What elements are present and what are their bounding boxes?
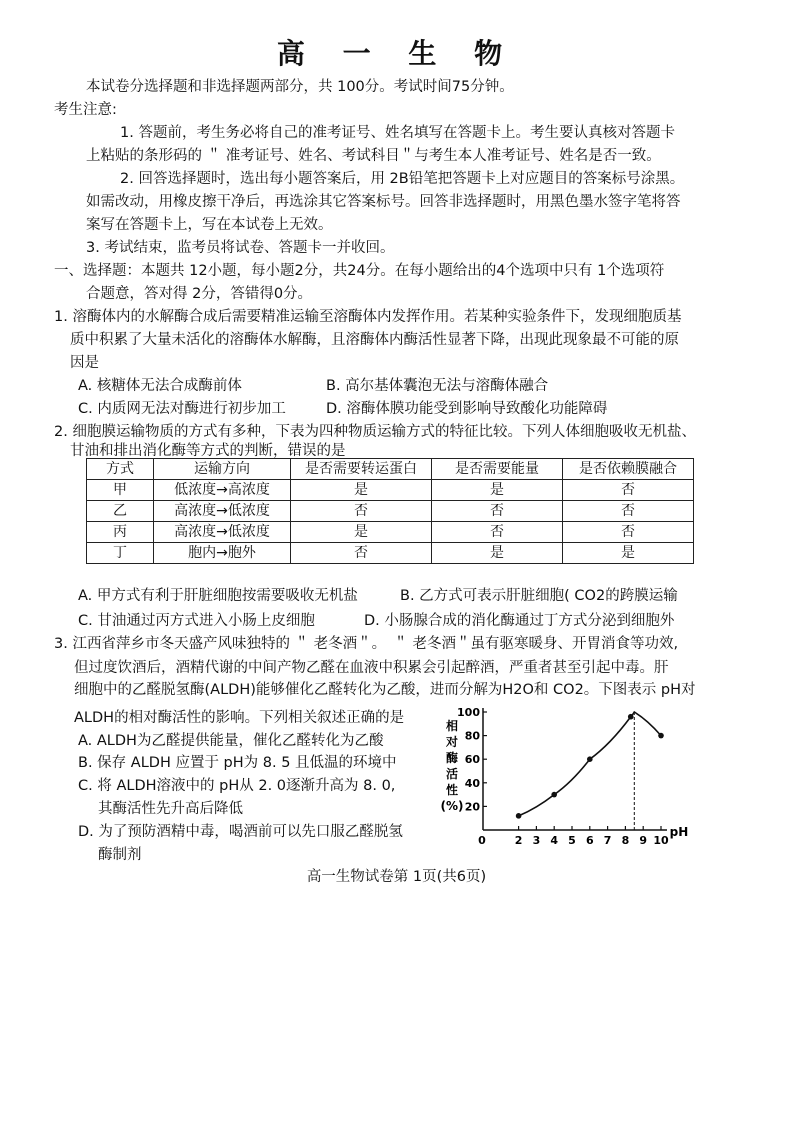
page-footer: 高一生物试卷第 1页(共6页) [306, 869, 487, 885]
note-line: 1. 答题前，考生务必将自己的准考证号、姓名填写在答题卡上。考生要认真核对答题卡 [120, 125, 675, 141]
ph-activity-chart [440, 702, 700, 852]
q2-option-a: A. 甲方式有利于肝脏细胞按需要吸收无机盐 [78, 588, 358, 604]
note-line: 上粘贴的条形码的 ＂ 准考证号、姓名、考试科目＂与考生本人准考证号、姓名是否一致。 [86, 148, 661, 164]
table-header: 是否需要转运蛋白 [291, 459, 432, 480]
table-cell: 是 [563, 543, 694, 564]
table-cell: 是 [432, 480, 563, 501]
table-header: 方式 [87, 459, 154, 480]
q2-option-b: B. 乙方式可表示肝脏细胞( CO2的跨膜运输 [400, 588, 678, 604]
table-cell: 胞内→胞外 [154, 543, 291, 564]
question-3-stem: 细胞中的乙醛脱氢酶(ALDH)能够催化乙醛转化为乙酸，进而分解为H2O和 CO2。下图表示 pH对 [74, 682, 696, 698]
table-cell: 否 [563, 480, 694, 501]
x-tick-label: 5 [568, 834, 576, 847]
data-point [587, 756, 593, 762]
x-tick-label: 9 [639, 834, 648, 847]
y-axis-label-char: 相 [445, 719, 459, 733]
table-row [87, 501, 694, 522]
x-tick-label: 0 [478, 834, 486, 847]
table-header: 是否依赖膜融合 [563, 459, 694, 480]
q3-option-c-cont: 其酶活性先升高后降低 [98, 801, 243, 817]
x-tick-label: 2 [514, 834, 523, 847]
section-heading: 合题意，答对得 2分，答错得0分。 [86, 286, 313, 302]
x-tick-label: 7 [603, 834, 612, 847]
section-heading: 一、选择题：本题共 12小题，每小题2分，共24分。在每小题给出的4个选项中只有 1个选项符 [54, 263, 665, 279]
table-row [87, 543, 694, 564]
table-cell: 是 [432, 543, 563, 564]
table-cell: 是 [291, 480, 432, 501]
y-axis-label-char: 对 [445, 735, 459, 749]
exam-intro: 本试卷分选择题和非选择题两部分，共 100分。考试时间75分钟。 [86, 79, 514, 95]
q2-option-c: C. 甘油通过丙方式进入小肠上皮细胞 [78, 613, 315, 629]
table-row [87, 522, 694, 543]
table-row [87, 480, 694, 501]
x-tick-label: 4 [550, 834, 559, 847]
table-cell: 低浓度→高浓度 [154, 480, 291, 501]
table-cell: 否 [291, 501, 432, 522]
data-point [551, 792, 557, 798]
note-line: 2. 回答选择题时，选出每小题答案后，用 2B铅笔把答题卡上对应题目的答案标号涂黑。 [120, 171, 685, 187]
table-cell: 高浓度→低浓度 [154, 501, 291, 522]
y-tick-label: 40 [464, 776, 480, 790]
x-tick-label: 6 [585, 834, 594, 847]
question-1-stem: 因是 [70, 355, 99, 371]
note-line: 如需改动，用橡皮擦干净后，再选涂其它答案标号。回答非选择题时，用黑色墨水签字笔将答 [86, 194, 681, 210]
page-title: 高 一 生 物 [276, 37, 517, 70]
note-line: 案写在答题卡上，写在本试卷上无效。 [86, 217, 333, 233]
data-point [516, 813, 522, 819]
table-cell: 否 [291, 543, 432, 564]
q1-option-a: A. 核糖体无法合成酶前体 [78, 378, 242, 394]
y-axis-label-char: 活 [445, 767, 459, 781]
question-3-stem: 3. 江西省萍乡市冬天盛产风味独特的 ＂ 老冬酒＂。 ＂ 老冬酒＂虽有驱寒暖身、开胃消食等功效, [54, 636, 679, 652]
table-header: 是否需要能量 [432, 459, 563, 480]
table-cell: 是 [291, 522, 432, 543]
question-3-stem: ALDH的相对酶活性的影响。下列相关叙述正确的是 [74, 710, 405, 726]
q1-option-d: D. 溶酶体膜功能受到影响导致酸化功能障碍 [326, 401, 608, 417]
table-cell: 丁 [87, 543, 154, 564]
question-2-stem: 甘油和排出消化酶等方式的判断，错误的是 [70, 443, 346, 459]
table-cell: 否 [563, 501, 694, 522]
x-tick-label: 8 [621, 834, 630, 847]
x-tick-label: 3 [532, 834, 541, 847]
q3-option-c: C. 将 ALDH溶液中的 pH从 2. 0逐渐升高为 8. 0, [78, 778, 396, 794]
table-header: 运输方向 [154, 459, 291, 480]
data-point [628, 714, 634, 720]
data-point [658, 733, 664, 739]
x-tick-label: 10 [653, 834, 669, 847]
q1-option-b: B. 高尔基体囊泡无法与溶酶体融合 [326, 378, 549, 394]
y-axis-label-char: 酶 [445, 751, 459, 765]
q1-option-c: C. 内质网无法对酶进行初步加工 [78, 401, 286, 417]
table-cell: 高浓度→低浓度 [154, 522, 291, 543]
q3-option-a: A. ALDH为乙醛提供能量，催化乙醛转化为乙酸 [78, 733, 384, 749]
q2-option-d: D. 小肠腺合成的消化酶通过丁方式分泌到细胞外 [364, 613, 675, 629]
transport-table [86, 458, 694, 564]
note-line: 3. 考试结束，监考员将试卷、答题卡一并收回。 [86, 240, 395, 256]
table-cell: 否 [432, 522, 563, 543]
activity-curve [519, 712, 661, 816]
table-cell: 否 [432, 501, 563, 522]
table-header-row [87, 459, 694, 480]
notice-label: 考生注意: [54, 102, 117, 118]
question-3-stem: 但过度饮酒后，酒精代谢的中间产物乙醛在血液中积累会引起醉酒，严重者甚至引起中毒。肝 [74, 660, 669, 676]
q3-option-d-cont: 酶制剂 [98, 847, 142, 863]
table-cell: 乙 [87, 501, 154, 522]
q3-option-d: D. 为了预防酒精中毒，喝酒前可以先口服乙醛脱氢 [78, 824, 403, 840]
table-cell: 甲 [87, 480, 154, 501]
y-tick-label: 80 [464, 729, 480, 743]
question-1-stem: 1. 溶酶体内的水解酶合成后需要精准运输至溶酶体内发挥作用。若某种实验条件下，发现细胞质基 [54, 309, 682, 325]
y-tick-label: 100 [457, 706, 480, 719]
q3-option-b: B. 保存 ALDH 应置于 pH为 8. 5 且低温的环境中 [78, 755, 397, 771]
y-axis-label-char: (%) [440, 799, 464, 813]
table-cell: 丙 [87, 522, 154, 543]
y-axis-label-char: 性 [445, 783, 459, 797]
x-axis-label: pH [669, 825, 689, 839]
y-tick-label: 20 [464, 800, 480, 814]
question-2-stem: 2. 细胞膜运输物质的方式有多种，下表为四种物质运输方式的特征比较。下列人体细胞吸收无机盐、 [54, 424, 696, 440]
table-cell: 否 [563, 522, 694, 543]
question-1-stem: 质中积累了大量未活化的溶酶体水解酶，且溶酶体内酶活性显著下降，出现此现象最不可能的原 [70, 332, 679, 348]
y-tick-label: 60 [464, 753, 480, 767]
